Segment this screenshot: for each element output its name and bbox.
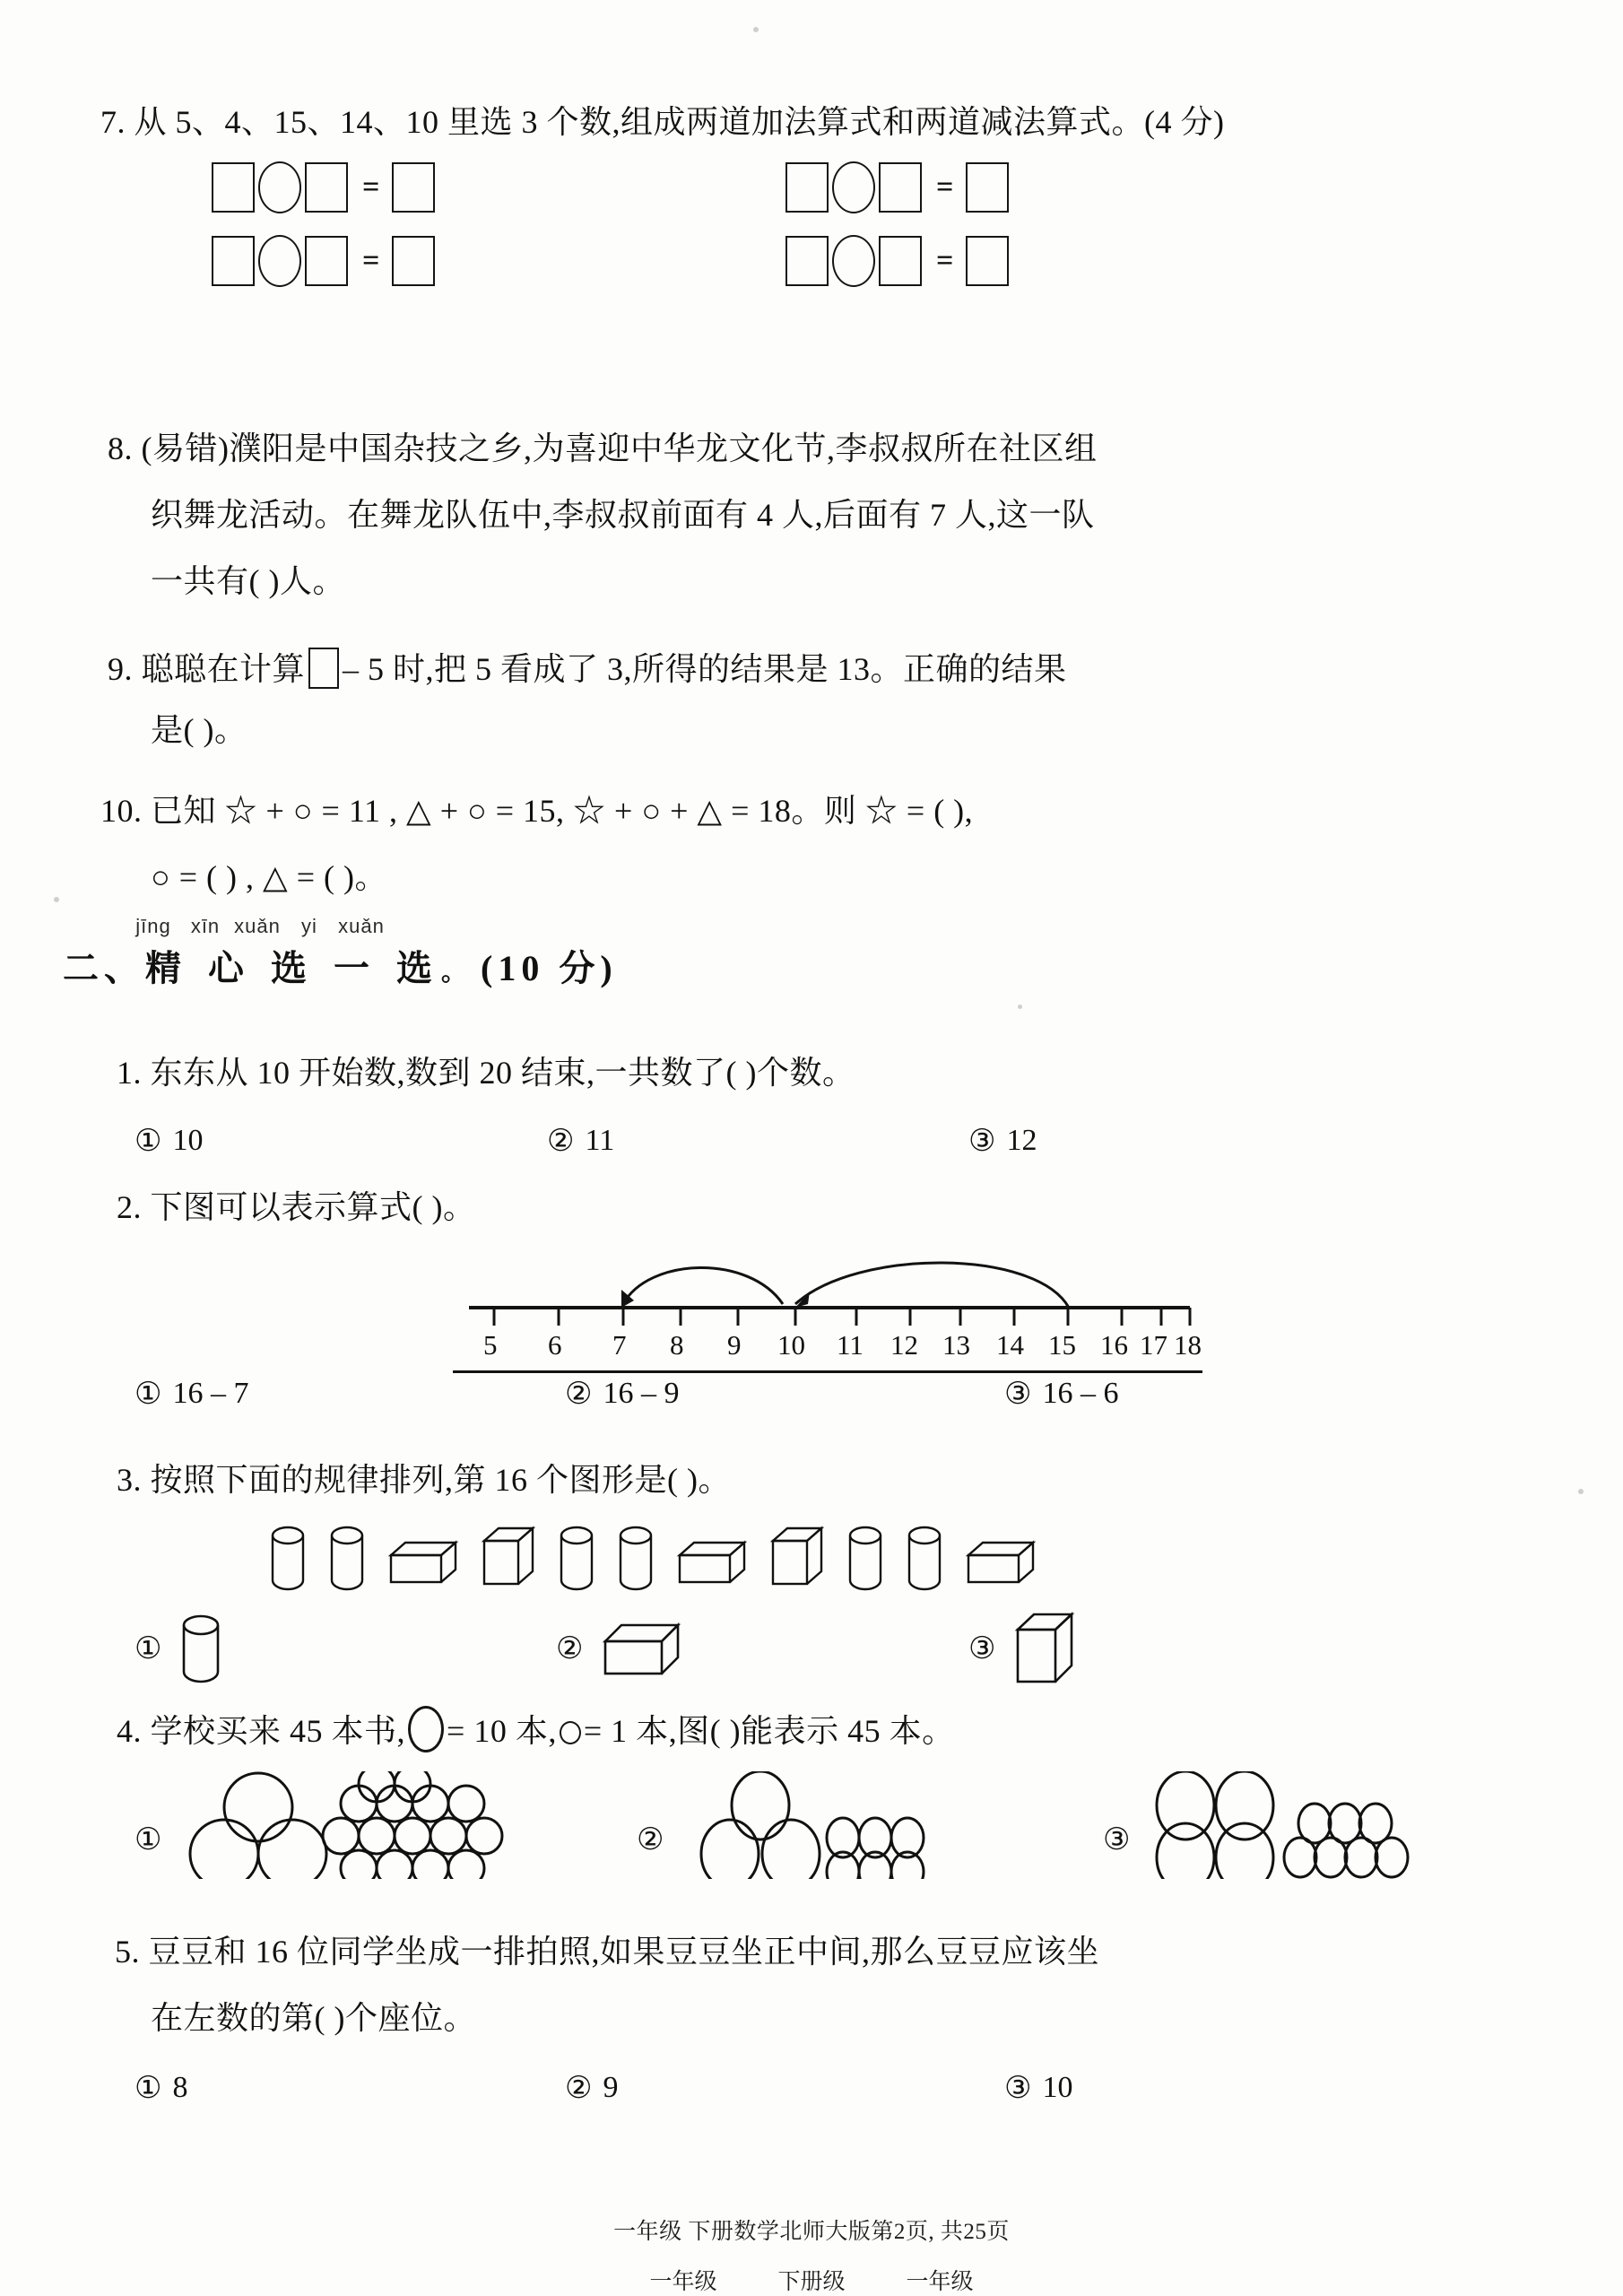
choice-question-4-options (135, 1771, 1587, 1879)
question-7-equation-grid (212, 154, 1377, 301)
tick-label: 14 (996, 1329, 1024, 1361)
big-circle (1157, 1823, 1214, 1879)
choice-question-3-body: 按照下面的规律排列,第 16 个图形是( )。 (150, 1462, 731, 1498)
inline-answer-box[interactable] (308, 648, 339, 689)
option-1[interactable] (135, 2070, 547, 2106)
option-1[interactable] (135, 1376, 547, 1412)
option-marker-icon: ② (547, 1125, 575, 1158)
result-box[interactable] (966, 236, 1009, 286)
question-8-tag: (易错) (141, 430, 230, 466)
answer-box[interactable] (879, 162, 922, 213)
option-marker-icon: ③ (1004, 2072, 1032, 2105)
question-8-body-1: 濮阳是中国杂技之乡,为喜迎中华龙文化节,李叔叔所在社区组 (229, 430, 1098, 466)
option-label: 11 (585, 1124, 615, 1157)
pattern-sequence (269, 1525, 1037, 1591)
tick-label: 12 (890, 1329, 918, 1361)
option-2[interactable] (547, 1123, 968, 1159)
option-marker-icon: ② (565, 1378, 593, 1411)
question-8-answer-blank[interactable]: 一共有( )人。 (151, 563, 345, 599)
choice-question-5-body-1: 豆豆和 16 位同学坐成一排拍照,如果豆豆坐正中间,那么豆豆应该坐 (148, 1934, 1100, 1970)
choice-question-5-line-2 (151, 2002, 476, 2035)
option-3[interactable] (1004, 2070, 1363, 2106)
choice-question-2-options (135, 1376, 1551, 1412)
tick-label: 16 (1100, 1329, 1128, 1361)
pinyin-syllable: xuǎn (234, 915, 281, 937)
option-2[interactable] (565, 2070, 986, 2106)
choice-question-5-line-1 (115, 1935, 1099, 1969)
question-9-body-b: – 5 时,把 5 看成了 3,所得的结果是 13。正确的结果 (343, 651, 1067, 687)
pinyin-syllable: jīng (135, 915, 171, 937)
big-circle (258, 1820, 326, 1879)
choice-question-3-options (135, 1610, 1569, 1687)
page-footer (0, 2213, 1623, 2246)
option-marker-icon: ② (556, 1632, 584, 1665)
small-circle (341, 1850, 377, 1879)
operator-circle[interactable] (258, 161, 301, 213)
tick-label: 13 (942, 1329, 970, 1361)
option-3[interactable] (968, 1123, 1327, 1159)
small-circle (412, 1786, 448, 1822)
option-marker-icon: ② (637, 1823, 664, 1857)
scan-speck (1578, 1489, 1584, 1494)
question-9-answer-blank[interactable]: 是( )。 (151, 712, 247, 748)
choice-question-2-number: 2. (117, 1189, 142, 1225)
question-10-body-1: 已知 ☆ + ○ = 11 , △ + ○ = 15, ☆ + ○ + △ = 18。则 ☆ = ( ), (151, 793, 974, 829)
pinyin-syllable: xuǎn (338, 915, 385, 937)
cylinder-icon (269, 1525, 307, 1591)
option-marker-icon: ③ (968, 1632, 996, 1665)
cylinder-icon (846, 1525, 884, 1591)
big-circle (1216, 1823, 1273, 1879)
equation-group (212, 161, 678, 213)
option-marker-icon: ① (135, 1823, 162, 1857)
question-10-body-2[interactable]: ○ = ( ) , △ = ( )。 (151, 859, 387, 895)
result-box[interactable] (392, 162, 435, 213)
small-circle (448, 1850, 484, 1879)
arc-10-to-7 (623, 1267, 783, 1304)
small-circle (466, 1818, 502, 1854)
choice-question-4-body-b: = 10 本, (447, 1713, 557, 1749)
question-7-text (100, 106, 1224, 139)
scan-speck (54, 897, 59, 902)
option-marker-icon: ③ (1103, 1823, 1131, 1857)
small-circle (412, 1850, 448, 1879)
option-marker-icon: ② (565, 2072, 593, 2105)
operator-circle[interactable] (258, 235, 301, 287)
small-circle (377, 1786, 412, 1822)
equation-group (212, 235, 678, 287)
small-circle (1376, 1838, 1408, 1877)
cylinder-icon (179, 1613, 222, 1684)
equation-group (785, 161, 1252, 213)
option-1[interactable] (135, 1613, 556, 1684)
question-7-body: 从 5、4、15、14、10 里选 3 个数,组成两道加法算式和两道减法算式。(4 分) (134, 104, 1225, 140)
big-circle (732, 1771, 789, 1839)
axis-ticks (494, 1308, 1190, 1326)
circle-group-diagram (1146, 1771, 1415, 1879)
answer-box[interactable] (212, 236, 255, 286)
option-marker-icon: ① (135, 2072, 162, 2105)
equation-row (212, 228, 1377, 294)
tick-label: 7 (612, 1329, 627, 1361)
small-circle (323, 1818, 359, 1854)
question-8-line-3 (151, 565, 345, 598)
tall-box-icon (481, 1525, 536, 1591)
tall-box-icon (1013, 1610, 1076, 1687)
pinyin-syllable: yi (301, 915, 317, 937)
arc-16-to-10 (795, 1263, 1069, 1308)
tick-label: 18 (1174, 1329, 1202, 1361)
choice-question-5-number: 5. (115, 1934, 140, 1970)
equation-group (785, 235, 1252, 287)
option-2[interactable] (565, 1376, 986, 1412)
choice-question-4-text (117, 1706, 955, 1752)
operator-circle[interactable] (832, 235, 875, 287)
choice-question-2-text (117, 1191, 475, 1224)
option-label: 12 (1006, 1124, 1037, 1157)
tick-label: 9 (727, 1329, 742, 1361)
question-9-number: 9. (108, 651, 133, 687)
option-marker-icon: ③ (968, 1125, 996, 1158)
choice-question-4-body-c: = 1 本,图( )能表示 45 本。 (583, 1713, 955, 1749)
choice-question-5-options (135, 2070, 1551, 2106)
option-marker-icon: ① (135, 1378, 162, 1411)
question-7-number: 7. (100, 104, 126, 140)
option-3[interactable] (1103, 1771, 1533, 1879)
question-8-body-2: 织舞龙活动。在舞龙队伍中,李叔叔前面有 4 人,后面有 7 人,这一队 (151, 497, 1095, 533)
equals-sign: = (936, 244, 954, 277)
option-marker-icon: ① (135, 1632, 162, 1665)
scan-speck (1018, 1004, 1022, 1009)
option-label: 16 – 9 (603, 1377, 680, 1410)
footer-grade-2: 一年级 (906, 2270, 974, 2294)
equals-sign: = (936, 170, 954, 204)
tick-label: 11 (837, 1329, 864, 1361)
operator-circle[interactable] (832, 161, 875, 213)
choice-question-4-body-a: 学校买来 45 本书, (150, 1713, 406, 1749)
scan-speck (753, 27, 759, 32)
option-label: 16 – 7 (172, 1377, 249, 1410)
answer-box[interactable] (785, 236, 829, 286)
small-circle (448, 1786, 484, 1822)
equation-row (212, 154, 1377, 221)
result-box[interactable] (966, 162, 1009, 213)
question-9-line-1 (108, 648, 1067, 689)
small-circle-icon (560, 1721, 581, 1744)
number-line-tick-labels (453, 1329, 1206, 1365)
equals-sign: = (362, 244, 380, 277)
cylinder-icon (328, 1525, 366, 1591)
small-circle (430, 1818, 466, 1854)
big-circle (190, 1820, 258, 1879)
big-circle (762, 1820, 820, 1879)
big-circle (701, 1820, 759, 1879)
choice-question-4-number: 4. (117, 1713, 142, 1749)
circle-group-diagram (680, 1771, 940, 1879)
section-2-pinyin (127, 915, 618, 938)
flat-box-icon (965, 1525, 1037, 1591)
number-line-chart (453, 1238, 1206, 1373)
option-2[interactable] (556, 1613, 968, 1684)
option-label: 9 (603, 2071, 619, 2104)
option-label: 10 (1042, 2071, 1073, 2104)
choice-question-1-body: 东东从 10 开始数,数到 20 结束,一共数了( )个数。 (150, 1055, 855, 1091)
small-circle (395, 1818, 430, 1854)
tick-label: 5 (483, 1329, 498, 1361)
choice-question-1-text (117, 1057, 855, 1090)
section-2-period: 。 (441, 959, 473, 987)
choice-question-2-body: 下图可以表示算式( )。 (150, 1189, 476, 1225)
choice-question-1-options (135, 1123, 1551, 1159)
question-8-line-2 (151, 499, 1095, 532)
small-circle (377, 1850, 412, 1879)
circle-group-diagram (178, 1771, 554, 1879)
option-marker-icon: ① (135, 1125, 162, 1158)
footer-text: 一年级 下册数学北师大版第2页, 共25页 (613, 2220, 1010, 2244)
question-9-body-a: 聪聪在计算 (141, 651, 306, 687)
flat-box-icon (601, 1613, 683, 1684)
question-10-number: 10. (100, 793, 143, 829)
choice-question-1-number: 1. (117, 1055, 142, 1091)
small-circle (1345, 1838, 1377, 1877)
option-3[interactable] (1004, 1376, 1363, 1412)
small-circle (341, 1786, 377, 1822)
big-circle (224, 1773, 292, 1841)
section-2-title-row (63, 940, 618, 991)
pinyin-syllable: xīn (190, 915, 221, 937)
question-9-line-2 (151, 714, 247, 747)
big-circle (1157, 1771, 1214, 1839)
small-circle (359, 1818, 395, 1854)
tick-label: 8 (670, 1329, 684, 1361)
small-circle (1284, 1838, 1316, 1877)
option-marker-icon: ③ (1004, 1378, 1032, 1411)
result-box[interactable] (392, 236, 435, 286)
flat-box-icon (387, 1525, 459, 1591)
tick-label: 6 (548, 1329, 562, 1361)
footer-grade-1: 一年级 (649, 2270, 717, 2294)
option-label: 10 (172, 1124, 204, 1157)
question-8-number: 8. (108, 430, 133, 466)
section-2-heading (63, 915, 618, 991)
answer-box[interactable] (212, 162, 255, 213)
tall-box-icon (769, 1525, 825, 1591)
big-circle (1216, 1771, 1273, 1839)
answer-box[interactable] (879, 236, 922, 286)
choice-question-3-text (117, 1464, 731, 1497)
option-3[interactable] (968, 1610, 1327, 1687)
option-1[interactable] (135, 1771, 637, 1879)
tick-label: 15 (1048, 1329, 1076, 1361)
option-label: 16 – 6 (1042, 1377, 1119, 1410)
small-circle (1315, 1838, 1347, 1877)
answer-box[interactable] (305, 236, 348, 286)
big-circle-icon (408, 1706, 444, 1752)
option-label: 8 (172, 2071, 188, 2104)
question-10-line-2 (151, 861, 387, 894)
question-8-line-1 (108, 432, 1098, 465)
footer-volume: 下册级 (777, 2270, 846, 2294)
cylinder-icon (558, 1525, 595, 1591)
section-2-title: 精 心 选 一 选 (145, 948, 441, 988)
answer-box[interactable] (785, 162, 829, 213)
option-1[interactable] (135, 1123, 547, 1159)
flat-box-icon (676, 1525, 748, 1591)
tick-label: 10 (777, 1329, 805, 1361)
tick-label: 17 (1140, 1329, 1167, 1361)
section-2-marker: 二、 (63, 948, 145, 988)
section-2-points: (10 分) (481, 948, 618, 988)
page-footer-secondary (0, 2264, 1623, 2296)
cylinder-icon (906, 1525, 943, 1591)
cylinder-icon (617, 1525, 655, 1591)
equals-sign: = (362, 170, 380, 204)
question-10-line-1 (100, 795, 973, 828)
choice-question-3-number: 3. (117, 1462, 142, 1498)
option-2[interactable] (637, 1771, 1103, 1879)
answer-box[interactable] (305, 162, 348, 213)
choice-question-5-answer-blank[interactable]: 在左数的第( )个座位。 (151, 2000, 476, 2036)
axis-baseline-rule (453, 1370, 1202, 1373)
